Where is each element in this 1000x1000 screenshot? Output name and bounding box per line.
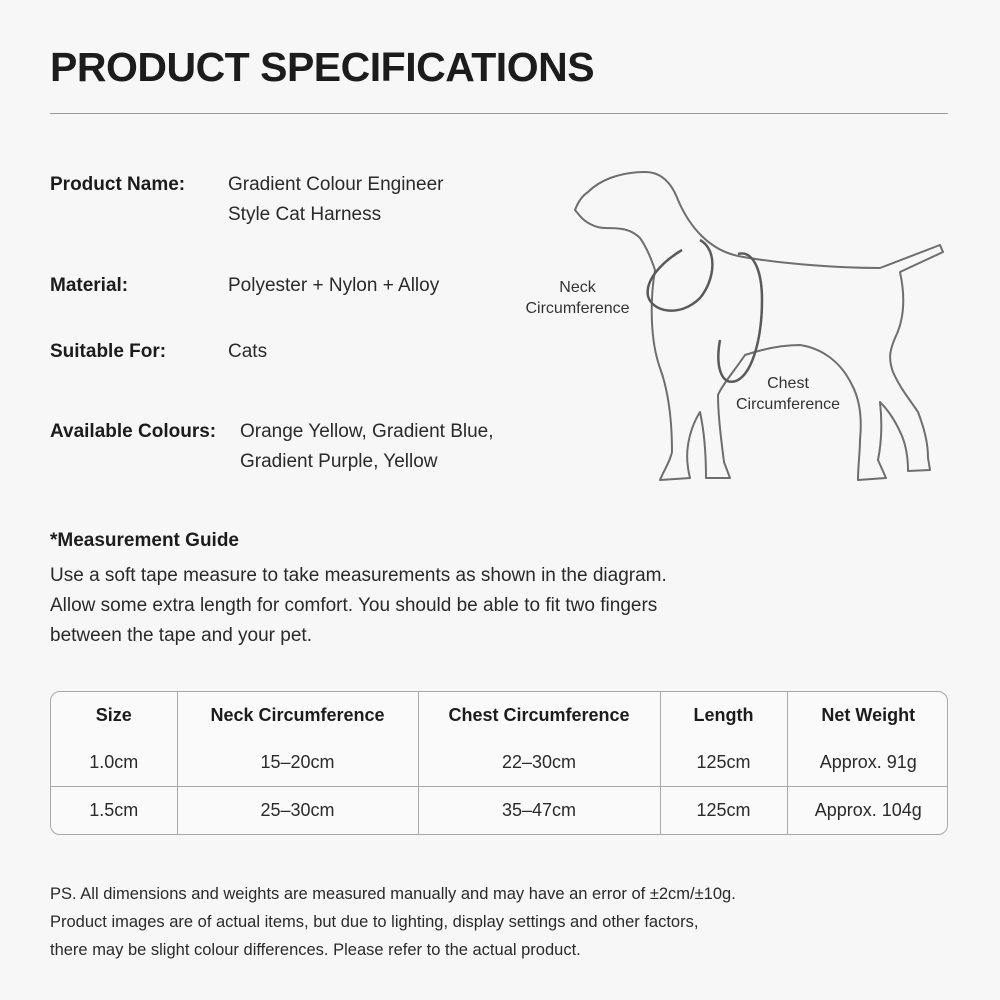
disclaimer-note: PS. All dimensions and weights are measured manually and may have an error of ±2cm/±10g. Product images are of actual items, but due to lighting, display settings and other factors, there may be slight colour differences. Please refer to the actual product. (50, 885, 736, 959)
cell-length: 125cm (660, 787, 787, 835)
measurement-diagram (500, 150, 950, 500)
header-net-weight: Net Weight (821, 705, 916, 725)
table-row (51, 787, 948, 835)
header-length: Length (660, 692, 787, 739)
header-size: Size (51, 692, 177, 739)
header-neck-circumference: Neck Circumference (177, 692, 418, 739)
suitable-for-value: Cats (228, 341, 268, 362)
material-value: Polyester + Nylon + Alloy (228, 275, 440, 296)
material-label: Material: (50, 275, 129, 296)
dog-body-outline (575, 172, 943, 480)
dog-outline-illustration (500, 150, 950, 495)
title-divider (50, 113, 948, 114)
size-chart-table (50, 691, 948, 835)
cell-neck: 25–30cm (177, 787, 418, 835)
cell-weight: Approx. 91g (787, 739, 948, 787)
cell-size: 1.0cm (51, 739, 177, 787)
chest-circumference-label: Chest Circumference (735, 375, 841, 413)
cell-neck: 15–20cm (177, 739, 418, 787)
available-colours-label: Available Colours: (50, 421, 217, 442)
table-header-row (51, 692, 948, 739)
table-row (51, 739, 948, 787)
product-name-value: Gradient Colour Engineer Style Cat Harness (228, 174, 444, 225)
neck-measurement-loop (648, 240, 713, 311)
cell-chest: 35–47cm (418, 787, 660, 835)
available-colours-value: Orange Yellow, Gradient Blue, Gradient Purple, Yellow (240, 421, 494, 472)
measurement-guide-heading: *Measurement Guide (50, 530, 239, 551)
product-name-label: Product Name: (50, 174, 186, 195)
cell-length: 125cm (660, 739, 787, 787)
cell-chest: 22–30cm (418, 739, 660, 787)
cell-size: 1.5cm (51, 787, 177, 835)
cell-weight: Approx. 104g (814, 800, 922, 820)
suitable-for-label: Suitable For: (50, 341, 167, 362)
page-title: PRODUCT SPECIFICATIONS (50, 44, 595, 90)
neck-circumference-label: Neck Circumference (525, 279, 630, 317)
measurement-guide-text: Use a soft tape measure to take measurements as shown in the diagram. Allow some extra length for comfort. You should be able to fit two fingers between the tape and your pet. (50, 565, 667, 646)
header-chest-circumference: Chest Circumference (418, 692, 660, 739)
